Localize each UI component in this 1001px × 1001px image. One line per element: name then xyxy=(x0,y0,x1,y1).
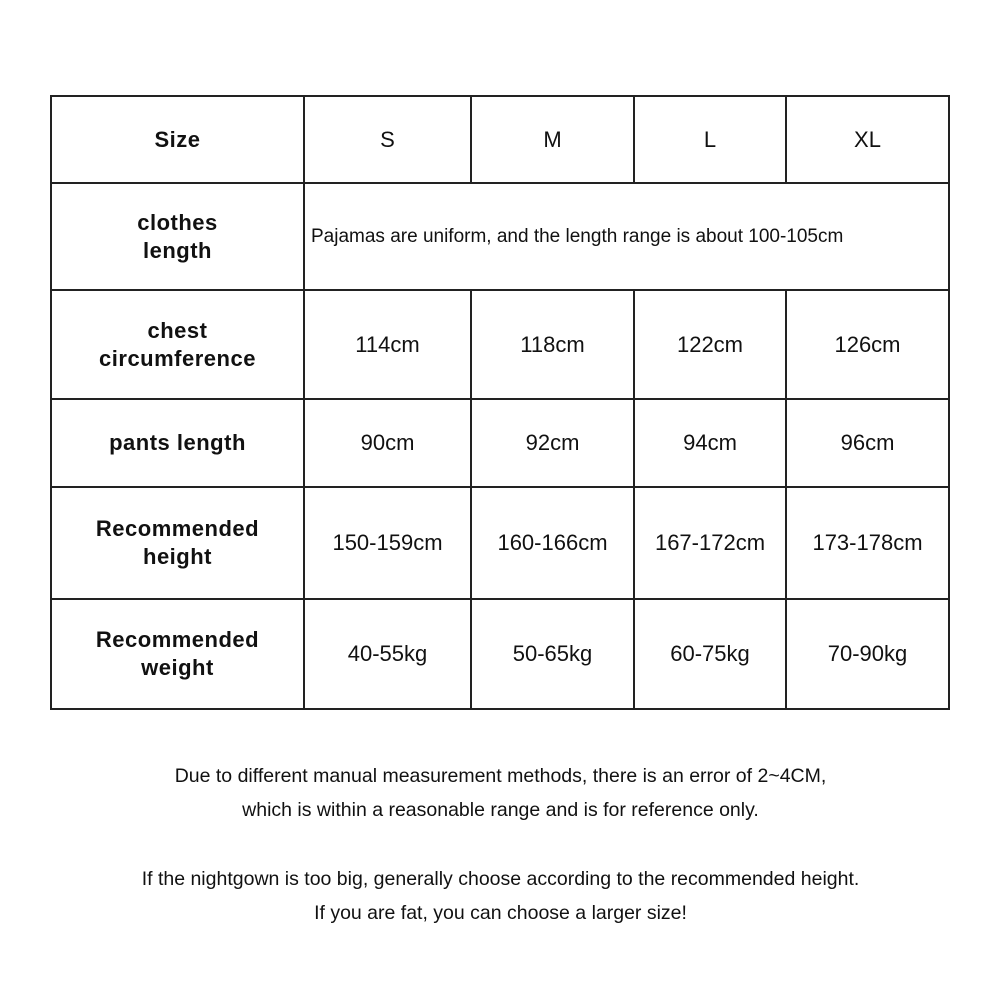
clothes-length-row xyxy=(51,183,949,290)
table-cell: 114cm xyxy=(304,290,471,399)
table-cell: 150-159cm xyxy=(304,487,471,599)
row-label-line: Recommended xyxy=(95,516,260,541)
row-label-line: pants length xyxy=(109,430,246,455)
note-line: Due to different manual measurement methods, there is an error of 2~4CM, xyxy=(174,765,827,787)
row-label-line: circumference xyxy=(99,345,256,371)
table-cell: 50-65kg xyxy=(471,599,634,709)
row-label-line: length xyxy=(143,237,212,263)
table-cell: 167-172cm xyxy=(634,487,786,599)
measurement-note xyxy=(0,759,1001,827)
note-line: If the nightgown is too big, generally choose according to the recommended height. xyxy=(141,868,860,890)
row-label-recommended-weight xyxy=(51,599,304,709)
pants-length-row xyxy=(51,399,949,487)
row-label-line: chest xyxy=(147,317,208,343)
size-header-l: L xyxy=(634,96,786,183)
row-label-line: clothes xyxy=(137,209,218,235)
table-cell: 92cm xyxy=(471,399,634,487)
table-cell: 40-55kg xyxy=(304,599,471,709)
size-header-xl: XL xyxy=(786,96,949,183)
row-label-recommended-height xyxy=(51,487,304,599)
table-cell: 173-178cm xyxy=(786,487,949,599)
size-header-m: M xyxy=(471,96,634,183)
table-cell: 126cm xyxy=(786,290,949,399)
clothes-length-merged-value: Pajamas are uniform, and the length range is about 100-105cm xyxy=(304,183,949,290)
recommended-weight-row xyxy=(51,599,949,709)
table-cell: 122cm xyxy=(634,290,786,399)
table-cell: 90cm xyxy=(304,399,471,487)
row-label-clothes-length xyxy=(51,183,304,290)
table-cell: 96cm xyxy=(786,399,949,487)
note-line: which is within a reasonable range and is for reference only. xyxy=(242,799,759,821)
header-row xyxy=(51,96,949,183)
row-label-line: weight xyxy=(141,655,214,680)
row-label-chest-circumference xyxy=(51,290,304,399)
recommended-height-row xyxy=(51,487,949,599)
size-header-label: Size xyxy=(51,96,304,183)
row-label-line: Recommended xyxy=(95,627,260,652)
note-line: If you are fat, you can choose a larger size! xyxy=(314,902,687,924)
size-chart-table xyxy=(50,95,950,710)
table-cell: 94cm xyxy=(634,399,786,487)
size-advice-note xyxy=(0,862,1001,930)
chest-circumference-row xyxy=(51,290,949,399)
table-cell: 160-166cm xyxy=(471,487,634,599)
row-label-pants-length xyxy=(51,399,304,487)
size-header-s: S xyxy=(304,96,471,183)
row-label-line: height xyxy=(143,544,212,569)
table-cell: 70-90kg xyxy=(786,599,949,709)
table-cell: 60-75kg xyxy=(634,599,786,709)
table-cell: 118cm xyxy=(471,290,634,399)
